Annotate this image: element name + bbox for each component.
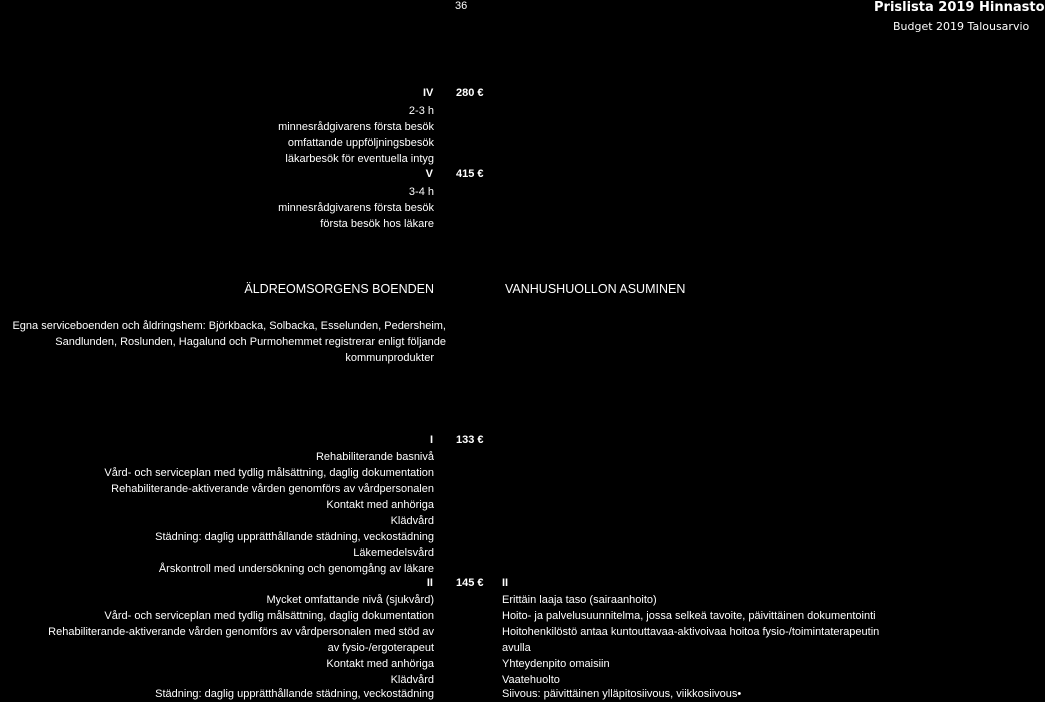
list-item: Rehabiliterande-aktiverande vården genomförs av vårdpersonalen med stöd av — [48, 626, 434, 638]
list-item: 2-3 h — [408, 105, 434, 117]
care-level-i-price: 133 € — [456, 434, 484, 446]
list-item: första besök hos läkare — [320, 218, 434, 230]
level-v-price: 415 € — [456, 168, 484, 180]
care-level-ii-price: 145 € — [456, 577, 484, 589]
level-iv-price: 280 € — [456, 87, 484, 99]
list-item: Vård- och serviceplan med tydlig målsättning, daglig dokumentation — [104, 467, 434, 479]
list-item: 3-4 h — [408, 186, 434, 198]
list-item: av fysio-/ergoterapeut — [327, 642, 434, 654]
list-item: Klädvård — [390, 515, 434, 527]
intro-line: Sandlunden, Roslunden, Hagalund och Purmohemmet registrerar enligt följande — [55, 336, 446, 348]
list-item: Städning: daglig upprätthållande städning, veckostädning — [155, 688, 434, 700]
list-item: Hoitohenkilöstö antaa kuntouttavaa-aktivoivaa hoitoa fysio-/toimintaterapeutin — [502, 626, 880, 638]
list-item: Vaatehuolto — [502, 674, 560, 686]
care-level-ii-label: II — [426, 577, 433, 589]
level-v-label: V — [425, 168, 433, 180]
intro-line: kommunprodukter — [345, 352, 434, 364]
section-heading-fi: VANHUSHUOLLON ASUMINEN — [505, 282, 686, 296]
list-item: läkarbesök för eventuella intyg — [285, 153, 434, 165]
list-item: omfattande uppföljningsbesök — [287, 137, 434, 149]
list-item: avulla — [502, 642, 531, 654]
list-item: Klädvård — [390, 674, 434, 686]
care-level-ii-label-fi: II — [502, 577, 509, 589]
care-level-i-label: I — [429, 434, 433, 446]
list-item: Rehabiliterande basnivå — [315, 451, 434, 463]
list-item: Vård- och serviceplan med tydlig målsättning, daglig dokumentation — [104, 610, 434, 622]
list-item: Läkemedelsvård — [353, 547, 434, 559]
list-item: Yhteydenpito omaisiin — [502, 658, 610, 670]
section-heading-sv: ÄLDREOMSORGENS BOENDEN — [244, 282, 434, 296]
title-fi: Hinnasto — [979, 0, 1045, 15]
page-number: 36 — [455, 0, 468, 12]
list-item: Kontakt med anhöriga — [326, 499, 434, 511]
list-item: Rehabiliterande-aktiverande vården genomförs av vårdpersonalen — [111, 483, 434, 495]
list-item: minnesrådgivarens första besök — [278, 121, 434, 133]
list-item: minnesrådgivarens första besök — [278, 202, 434, 214]
list-item: Mycket omfattande nivå (sjukvård) — [266, 594, 434, 606]
list-item: Städning: daglig upprätthållande städning, veckostädning — [155, 531, 434, 543]
list-item: Hoito- ja palvelusuunnitelma, jossa selkeä tavoite, päivittäinen dokumentointi — [502, 610, 876, 622]
list-item: Årskontroll med undersökning och genomgång av läkare — [158, 563, 434, 575]
document-title — [874, 0, 1045, 15]
document-subtitle: Budget 2019 Talousarvio — [893, 20, 1030, 33]
intro-line: Egna serviceboenden och åldringshem: Björkbacka, Solbacka, Esselunden, Pedersheim, — [12, 320, 446, 332]
title-sv: Prislista 2019 — [874, 0, 975, 15]
list-item: Siivous: päivittäinen ylläpitosiivous, viikkosiivous• — [502, 688, 742, 700]
level-iv-label: IV — [423, 87, 434, 99]
list-item: Kontakt med anhöriga — [326, 658, 434, 670]
list-item: Erittäin laaja taso (sairaanhoito) — [502, 594, 657, 606]
